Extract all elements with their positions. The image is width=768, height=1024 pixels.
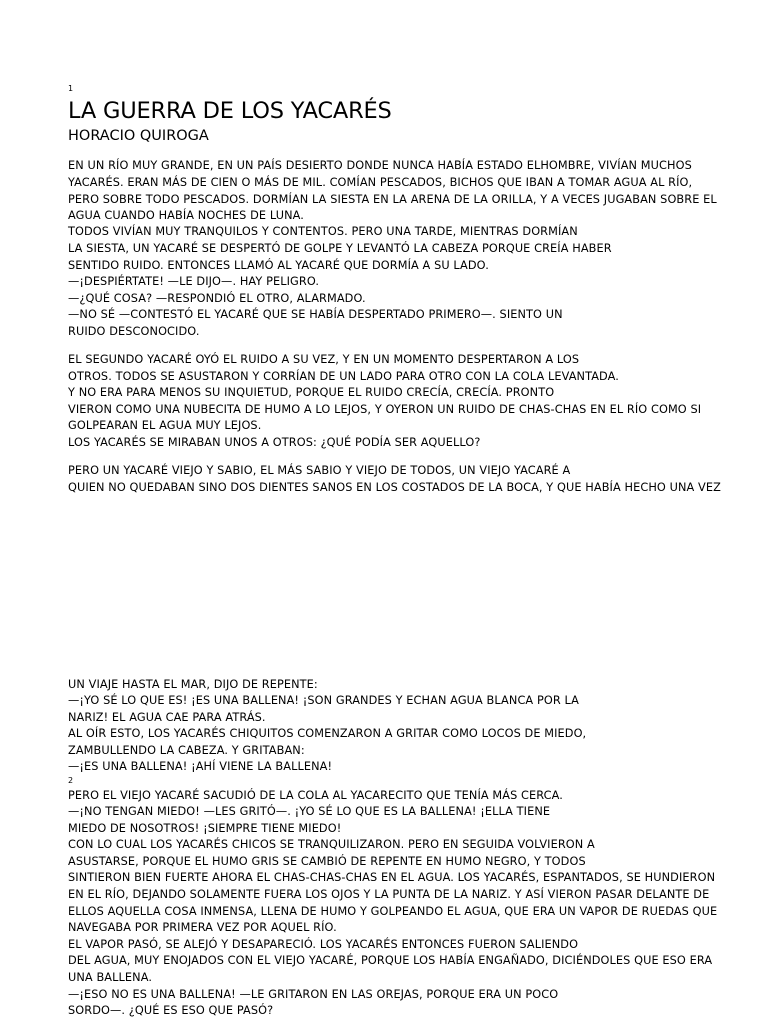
text-line: SINTIERON BIEN FUERTE AHORA EL CHAS-CHAS-CHAS EN EL AGUA. LOS YACARÉS, ESPANTADOS, SE HUNDIERON	[68, 871, 716, 884]
text-line: —NO SÉ —CONTESTÓ EL YACARÉ QUE SE HABÍA DESPERTADO PRIMERO—. SIENTO UN	[68, 308, 563, 321]
document-title: LA GUERRA DE LOS YACARÉS	[68, 98, 392, 124]
page-number: 1	[68, 84, 74, 93]
text-line: ASUSTARSE, PORQUE EL HUMO GRIS SE CAMBIÓ DE REPENTE EN HUMO NEGRO, Y TODOS	[68, 855, 586, 868]
text-line: —¡NO TENGAN MIEDO! —LES GRITÓ—. ¡YO SÉ LO QUE ES LA BALLENA! ¡ELLA TIENE	[68, 805, 551, 818]
text-line: ZAMBULLENDO LA CABEZA. Y GRITABAN:	[68, 744, 305, 757]
text-line: PERO EL VIEJO YACARÉ SACUDIÓ DE LA COLA AL YACARECITO QUE TENÍA MÁS CERCA.	[68, 789, 563, 802]
text-line: QUIEN NO QUEDABAN SINO DOS DIENTES SANOS EN LOS COSTADOS DE LA BOCA, Y QUE HABÍA HECHO UNA VEZ	[68, 481, 721, 494]
author-name: HORACIO QUIROGA	[68, 128, 209, 144]
text-line: Y NO ERA PARA MENOS SU INQUIETUD, PORQUE EL RUIDO CRECÍA, CRECÍA. PRONTO	[68, 386, 555, 399]
page-number: 2	[68, 776, 74, 785]
text-line: ELLOS AQUELLA COSA INMENSA, LLENA DE HUMO Y GOLPEANDO EL AGUA, QUE ERA UN VAPOR DE RUEDAS QUE	[68, 905, 718, 918]
text-line: —¡DESPIÉRTATE! —LE DIJO—. HAY PELIGRO.	[68, 275, 320, 288]
text-line: EL VAPOR PASÓ, SE ALEJÓ Y DESAPARECIÓ. LOS YACARÉS ENTONCES FUERON SALIENDO	[68, 938, 579, 951]
text-line: TODOS VIVÍAN MUY TRANQUILOS Y CONTENTOS. PERO UNA TARDE, MIENTRAS DORMÍAN	[68, 225, 578, 238]
text-line: GOLPEARAN EL AGUA MUY LEJOS.	[68, 419, 262, 432]
text-line: —¡ESO NO ES UNA BALLENA! —LE GRITARON EN LAS OREJAS, PORQUE ERA UN POCO	[68, 988, 559, 1001]
text-line: UNA BALLENA.	[68, 971, 153, 984]
text-line: LOS YACARÉS SE MIRABAN UNOS A OTROS: ¿QUÉ PODÍA SER AQUELLO?	[68, 436, 481, 449]
text-line: NAVEGABA POR PRIMERA VEZ POR AQUEL RÍO.	[68, 921, 337, 934]
text-line: VIERON COMO UNA NUBECITA DE HUMO A LO LEJOS, Y OYERON UN RUIDO DE CHAS-CHAS EN EL RÍO COMO SI	[68, 403, 702, 416]
text-line: —¡YO SÉ LO QUE ES! ¡ES UNA BALLENA! ¡SON GRANDES Y ECHAN AGUA BLANCA POR LA	[68, 694, 579, 707]
text-line: AGUA CUANDO HABÍA NOCHES DE LUNA.	[68, 209, 304, 222]
text-line: AL OÍR ESTO, LOS YACARÉS CHIQUITOS COMENZARON A GRITAR COMO LOCOS DE MIEDO,	[68, 727, 587, 740]
text-line: LA SIESTA, UN YACARÉ SE DESPERTÓ DE GOLPE Y LEVANTÓ LA CABEZA PORQUE CREÍA HABER	[68, 242, 612, 255]
text-line: CON LO CUAL LOS YACARÉS CHICOS SE TRANQUILIZARON. PERO EN SEGUIDA VOLVIERON A	[68, 838, 595, 851]
text-line: NARIZ! EL AGUA CAE PARA ATRÁS.	[68, 711, 266, 724]
text-line: —¿QUÉ COSA? —RESPONDIÓ EL OTRO, ALARMADO.	[68, 292, 366, 305]
text-line: PERO SOBRE TODO PESCADOS. DORMÍAN LA SIESTA EN LA ARENA DE LA ORILLA, Y A VECES JUGABAN SOBRE EL	[68, 193, 717, 206]
text-line: EN UN RÍO MUY GRANDE, EN UN PAÍS DESIERTO DONDE NUNCA HABÍA ESTADO ELHOMBRE, VIVÍAN MUCHOS	[68, 159, 692, 172]
text-line: RUIDO DESCONOCIDO.	[68, 325, 200, 338]
text-line: DEL AGUA, MUY ENOJADOS CON EL VIEJO YACARÉ, PORQUE LOS HABÍA ENGAÑADO, DICIÉNDOLES QUE ESO ERA	[68, 954, 713, 967]
text-line: UN VIAJE HASTA EL MAR, DIJO DE REPENTE:	[68, 678, 318, 691]
text-line: SENTIDO RUIDO. ENTONCES LLAMÓ AL YACARÉ QUE DORMÍA A SU LADO.	[68, 259, 489, 272]
text-line: PERO UN YACARÉ VIEJO Y SABIO, EL MÁS SABIO Y VIEJO DE TODOS, UN VIEJO YACARÉ A	[68, 464, 571, 477]
text-line: OTROS. TODOS SE ASUSTARON Y CORRÍAN DE UN LADO PARA OTRO CON LA COLA LEVANTADA.	[68, 370, 619, 383]
text-line: EL SEGUNDO YACARÉ OYÓ EL RUIDO A SU VEZ, Y EN UN MOMENTO DESPERTARON A LOS	[68, 353, 580, 366]
text-line: EN EL RÍO, DEJANDO SOLAMENTE FUERA LOS OJOS Y LA PUNTA DE LA NARIZ. Y ASÍ VIERON PASAR DELANTE DE	[68, 888, 710, 901]
text-line: —¡ES UNA BALLENA! ¡AHÍ VIENE LA BALLENA!	[68, 760, 333, 773]
text-line: MIEDO DE NOSOTROS! ¡SIEMPRE TIENE MIEDO!	[68, 822, 342, 835]
text-line: YACARÉS. ERAN MÁS DE CIEN O MÁS DE MIL. COMÍAN PESCADOS, BICHOS QUE IBAN A TOMAR AGUA AL RÍO,	[68, 176, 693, 189]
text-line: SORDO—. ¿QUÉ ES ESO QUE PASÓ?	[68, 1004, 274, 1017]
